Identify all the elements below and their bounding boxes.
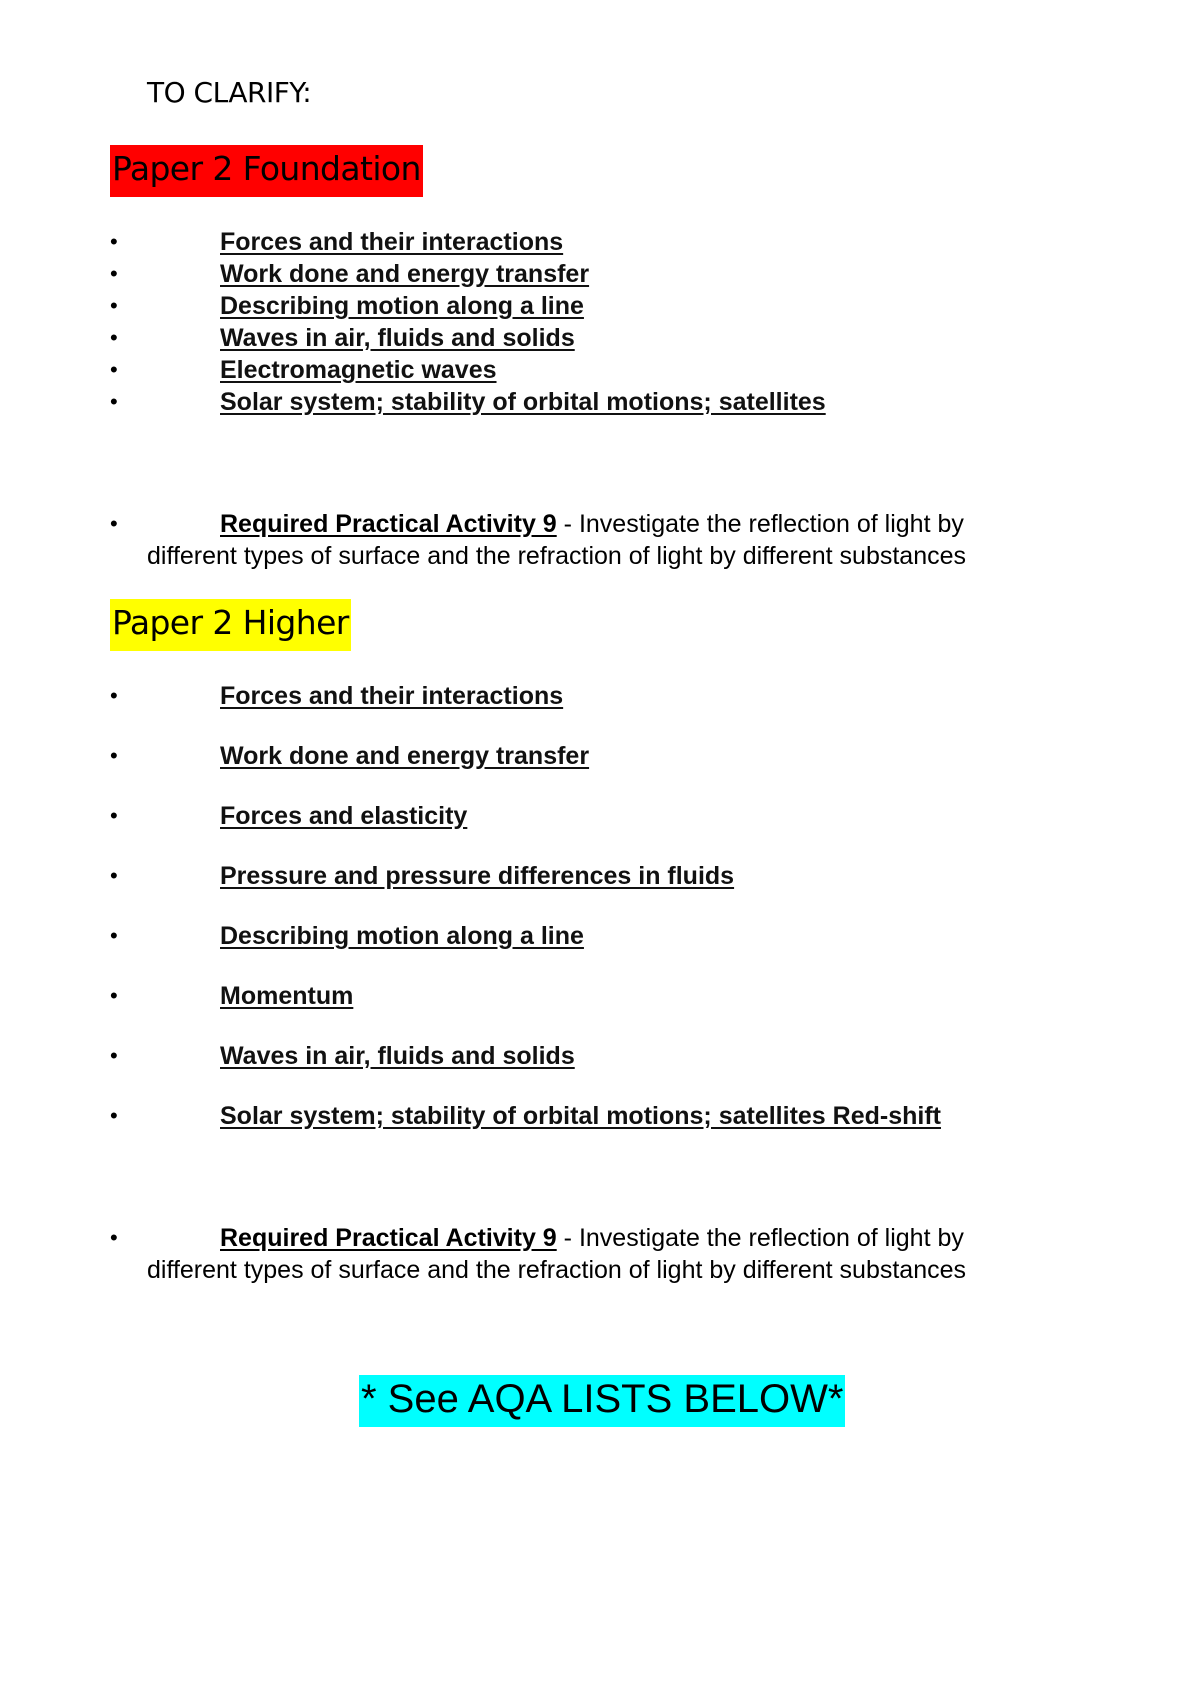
bullet-icon: • bbox=[110, 511, 118, 536]
topic-label: Forces and elasticity bbox=[220, 802, 468, 830]
bullet-icon: • bbox=[110, 923, 118, 948]
list-item bbox=[110, 226, 1110, 258]
higher-practical bbox=[110, 1222, 1110, 1286]
aqa-lists-note: * See AQA LISTS BELOW* bbox=[359, 1375, 845, 1427]
topic-label: Work done and energy transfer bbox=[220, 742, 590, 770]
list-item bbox=[110, 322, 1110, 354]
practical-line-1 bbox=[220, 1222, 1110, 1254]
foundation-topic-list bbox=[110, 226, 1110, 418]
list-item bbox=[110, 920, 1110, 980]
bullet-icon: • bbox=[110, 803, 118, 828]
topic-label: Solar system; stability of orbital motions; satellites Red-shift bbox=[220, 1102, 941, 1130]
topic-label: Forces and their interactions bbox=[220, 682, 564, 710]
higher-title: Paper 2 Higher bbox=[110, 599, 351, 651]
practical-text-2: different types of surface and the refraction of light by different substances bbox=[147, 542, 967, 570]
list-item bbox=[110, 860, 1110, 920]
topic-label: Waves in air, fluids and solids bbox=[220, 324, 575, 352]
practical-line-1 bbox=[220, 508, 1110, 540]
bullet-icon: • bbox=[110, 983, 118, 1008]
practical-separator: - bbox=[556, 1224, 579, 1252]
practical-label: Required Practical Activity 9 bbox=[220, 510, 557, 538]
list-item bbox=[110, 258, 1110, 290]
topic-label: Describing motion along a line bbox=[220, 292, 584, 320]
topic-label: Waves in air, fluids and solids bbox=[220, 1042, 575, 1070]
topic-label: Pressure and pressure differences in fluids bbox=[220, 862, 735, 890]
bullet-icon: • bbox=[110, 683, 118, 708]
bullet-icon: • bbox=[110, 743, 118, 768]
topic-label: Solar system; stability of orbital motions; satellites bbox=[220, 388, 826, 416]
foundation-practical bbox=[110, 508, 1110, 572]
topic-label: Forces and their interactions bbox=[220, 228, 564, 256]
bullet-icon: • bbox=[110, 261, 118, 286]
bullet-icon: • bbox=[110, 863, 118, 888]
practical-separator: - bbox=[556, 510, 579, 538]
list-item bbox=[110, 386, 1110, 418]
list-item bbox=[110, 1040, 1110, 1100]
page-heading: TO CLARIFY: bbox=[147, 76, 312, 109]
topic-label: Work done and energy transfer bbox=[220, 260, 590, 288]
bullet-icon: • bbox=[110, 357, 118, 382]
practical-label: Required Practical Activity 9 bbox=[220, 1224, 557, 1252]
list-item bbox=[110, 740, 1110, 800]
practical-text-1: Investigate the reflection of light by bbox=[578, 510, 964, 538]
bullet-icon: • bbox=[110, 1043, 118, 1068]
list-item bbox=[110, 1100, 1110, 1160]
practical-text-1: Investigate the reflection of light by bbox=[578, 1224, 964, 1252]
topic-label: Momentum bbox=[220, 982, 354, 1010]
bullet-icon: • bbox=[110, 229, 118, 254]
list-item bbox=[110, 290, 1110, 322]
bullet-icon: • bbox=[110, 389, 118, 414]
topic-label: Describing motion along a line bbox=[220, 922, 584, 950]
bullet-icon: • bbox=[110, 1103, 118, 1128]
list-item bbox=[110, 680, 1110, 740]
bullet-icon: • bbox=[110, 293, 118, 318]
list-item bbox=[110, 980, 1110, 1040]
higher-topic-list bbox=[110, 680, 1110, 1160]
bullet-icon: • bbox=[110, 1225, 118, 1250]
foundation-title: Paper 2 Foundation bbox=[110, 145, 423, 197]
list-item bbox=[110, 354, 1110, 386]
practical-text-2: different types of surface and the refraction of light by different substances bbox=[147, 1256, 967, 1284]
topic-label: Electromagnetic waves bbox=[220, 356, 497, 384]
list-item bbox=[110, 800, 1110, 860]
bullet-icon: • bbox=[110, 325, 118, 350]
